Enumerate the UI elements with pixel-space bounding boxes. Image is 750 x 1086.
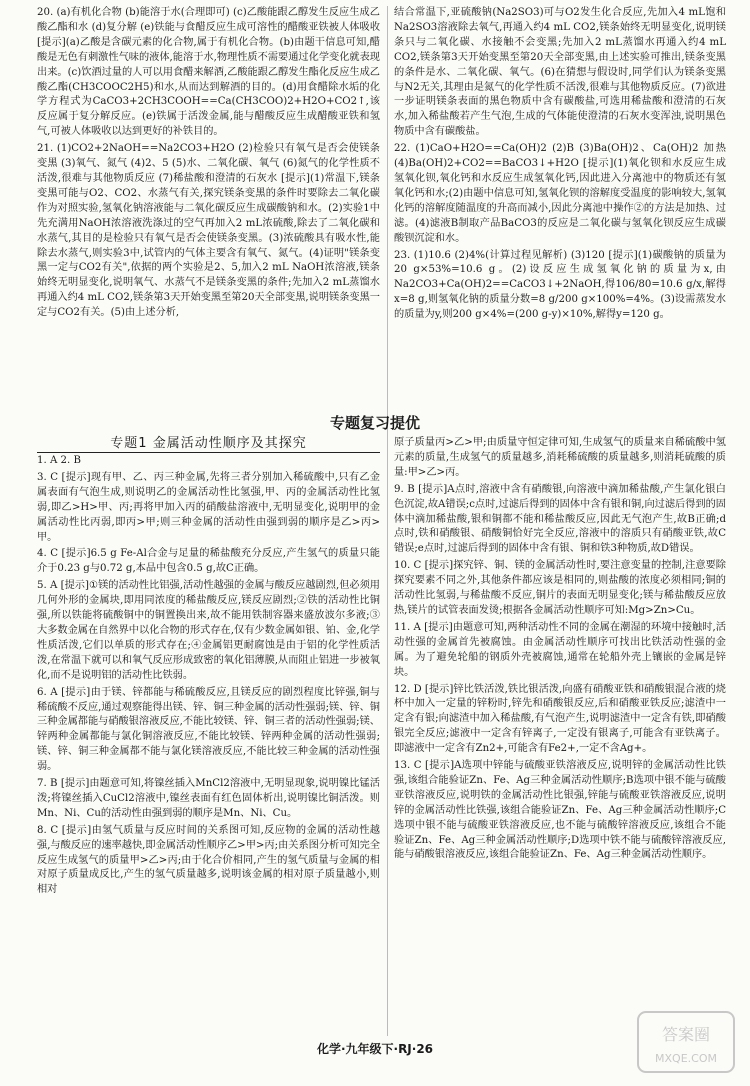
answer-4: 4. C [提示]6.5 g Fe-Al合金与足量的稀盐酸充分反应,产生氢气的质量只能介于0.23 g与0.72 g,本品中包含0.5 g,故C正确。 <box>37 548 380 575</box>
answer-12: 12. D [提示]锌比铁活泼,铁比银活泼,向盛有硝酸亚铁和硝酸银混合液的烧杯中加入一定量的锌粉时,锌先和硝酸银反应,后和硝酸亚铁反应;滤渣中一定含有银;向滤渣中加入稀盐酸,有气泡产生,说明滤渣中一定含有铁,即硝酸银完全反应;滤液中一定含有锌离子,一定没有银离子,可能含有亚铁离子。即滤液中一定含有Zn2+,可能含有Fe2+,一定不含Ag+。 <box>394 683 726 755</box>
answer-21-cont: 结合常温下,亚硫酸钠(Na2SO3)可与O2发生化合反应,先加入4 mL饱和Na2SO3溶液除去氧气,再通入约4 mL CO2,镁条始终无明显变化,说明镁条只与二氧化碳、水接触不会变黑;先加入2 mL蒸馏水再通入约4 mL CO2,镁条第3天开始变黑至第20天全部变黑,由上述实验可推出,镁条变黑的条件是水、二氧化碳、氧气。(6)在猜想与假设时,同学们认为镁条变黑与N2无关,其理由是氮气的化学性质不活泼,很难与其他物质反应。(7)欲进一步证明镁条表面的黑色物质中含有碳酸盐,可选用稀盐酸和澄清的石灰水,加入稀盐酸若产生气泡,生成的气体能使澄清的石灰水变浑浊,说明黑色物质中含有碳酸盐。 <box>394 7 726 138</box>
answer-8-cont: 原子质量丙>乙>甲;由质量守恒定律可知,生成氢气的质量来自稀硫酸中氢元素的质量,生成氢气的质量越多,消耗稀硫酸的质量越多,则消耗硫酸的质量:甲>乙>丙。 <box>394 437 726 478</box>
answer-22: 22. (1)CaO+H2O==Ca(OH)2 (2)B (3)Ba(OH)2、Ca(OH)2 加热 (4)Ba(OH)2+CO2==BaCO3↓+H2O [提示](1)氧化钡和水反应生成氢氧化钡,氧化钙和水反应生成氢氧化钙,因此进入分离池中的物质还有氢氧化钙和水;(2)由题中信息可知,氢氧化钡的溶解度受温度的影响较大,氢氧化钙的溶解度随温度的升高而减小,因此分离池中操作②的方法是加热、过滤。(4)滤液B制取产品BaCO3的反应是二氧化碳与氢氧化钡反应生成碳酸钡沉淀和水。 <box>394 143 726 244</box>
answers-top-right <box>394 6 726 325</box>
answer-9: 9. B [提示]A点时,溶液中含有硝酸银,向溶液中滴加稀盐酸,产生氯化银白色沉淀,故A错误;c点时,过滤后得到的固体中含有银和铜,向过滤后得到的固体中滴加稀盐酸,银和铜都不能和稀盐酸反应,因此无气泡产生,故B正确;d点时,铁和硝酸银、硝酸铜恰好完全反应,溶液中的溶质只有硝酸亚铁,故C错误;e点时,过滤后得到的固体中含有银、铜和铁3种物质,故D错误。 <box>394 483 726 555</box>
answer-21: 21. (1)CO2+2NaOH==Na2CO3+H2O (2)检验只有氧气是否会使镁条变黑 (3)氧气、氮气 (4)2、5 (5)水、二氧化碳、氧气 (6)氮气的化学性质不活泼,很难与其他物质反应 (7)稀盐酸和澄清的石灰水 [提示](1)常温下,镁条变黑可能与O2、CO2、水蒸气有关,探究镁条变黑的条件时要除去二氧化碳作为对照实验,氢氧化钠溶液能与二氧化碳反应生成碳酸钠和水。(2)实验1中先充满用NaOH浓溶液洗涤过的空气再加入2 mL浓硫酸,除去了二氧化碳和水蒸气,其目的是检验只有氧气是否会使镁条变黑。(3)浓硫酸具有吸水性,能除去水蒸气,则实验3中,试管内的气体主要含有氧气、氮气。(4)证明"镁条变黑一定与CO2有关",依据的两个实验是2、5,加入2 mL NaOH浓溶液,镁条始终无明显变化,说明氧气、水蒸气不是镁条变黑的条件;先加入2 mL蒸馏水再通入约4 mL CO2,镁条第3天开始变黑至第20天全部变黑,说明镁条变黑一定与CO2有关。(5)由上述分析, <box>37 143 380 319</box>
column-divider <box>387 6 388 1036</box>
answer-6: 6. A [提示]由于镁、锌都能与稀硫酸反应,且镁反应的剧烈程度比锌强,铜与稀硫酸不反应,通过观察能得出镁、锌、铜三种金属的活动性强弱;镁、锌、铜三种金属都能与硝酸银溶液反应,不能比较镁、锌、铜三者的活动性强弱;镁、锌两种金属都能与氯化铜溶液反应,不能比较镁、锌两种金属的活动性强弱;镁、锌、铜三种金属都不能与氯化镁溶液反应,不能比较三种金属的活动性强弱。 <box>37 686 380 773</box>
svg-text:答案圈: 答案圈 <box>661 1025 711 1044</box>
watermark-logo <box>636 1010 736 1074</box>
answer-8: 8. C [提示]由氢气质量与反应时间的关系图可知,反应物的金属的活动性越强,与酸反应的速率越快,即金属活动性顺序乙>甲>丙;由关系图分析可知完全反应生成氢气的质量甲>乙>丙;由于化合价相同,产生的氢气质量与金属的相对原子质量成反比,产生的氢气质量越多,说明该金属的相对原子质量越小,则相对 <box>37 824 380 896</box>
topic-title: 专题1 金属活动性顺序及其探究 <box>110 436 307 451</box>
answer-5: 5. A [提示]①镁的活动性比铝强,活动性越强的金属与酸反应越剧烈,但必须用几何外形的金属块,即用同浓度的稀盐酸反应,镁反应剧烈;②铁的活动性比铜强,所以铁能将硫酸铜中的铜置换出来,故不能用铁制容器来盛放波尔多液;③大多数金属在自然界中以化合物的形式存在,仅有少数金属如银、铂、金,化学性质活泼,它们以单质的形式存在;④金属铝更耐腐蚀是由于铝的化学性质活泼,在常温下就可以和氧气反应形成致密的氧化铝薄膜,从而阻止铝进一步被氧化,而不是说明铝的活动性比铁弱。 <box>37 580 380 681</box>
answer-7: 7. B [提示]由题意可知,将镍丝插入MnCl2溶液中,无明显现象,说明镍比锰活泼;将镍丝插入CuCl2溶液中,镍丝表面有红色固体析出,说明镍比铜活泼。则Mn、Ni、Cu的活动性由强到弱的顺序是Mn、Ni、Cu。 <box>37 778 380 819</box>
svg-text:MXQE.COM: MXQE.COM <box>655 1052 717 1065</box>
answer-1-2: 1. A 2. B <box>37 455 81 466</box>
topic-rule <box>37 452 380 453</box>
section-title: 专题复习提优 <box>329 414 420 432</box>
page-footer: 化学·九年级下·RJ·26 <box>316 1042 434 1056</box>
answers-top-left <box>37 6 380 323</box>
answers-bottom-right <box>394 436 726 865</box>
answer-10: 10. C [提示]探究锌、铜、镁的金属活动性时,要注意变量的控制,注意要除探究要素不同之外,其他条件都应该是相同的,则盐酸的浓度必须相同;铜的活动性比氢弱,与稀盐酸不反应,铜片的表面无明显变化;镁与稀盐酸反应放热,镁片的试管表面发烫;根据各金属活动性顺序可知:Mg>Zn>Cu。 <box>394 560 726 616</box>
answers-bottom-left <box>37 454 380 900</box>
answer-13: 13. C [提示]A选项中锌能与硫酸亚铁溶液反应,说明锌的金属活动性比铁强,该组合能验证Zn、Fe、Ag三种金属活动性顺序;B选项中银不能与硫酸亚铁溶液反应,说明铁的金属活动性比银强,锌能与硫酸亚铁溶液反应,说明锌的金属活动性比铁强,该组合能验证Zn、Fe、Ag三种金属活动性顺序;C选项中银不能与硫酸亚铁溶液反应,也不能与硫酸锌溶液反应,该组合不能验证Zn、Fe、Ag三种金属活动性顺序;D选项中铁不能与硫酸锌溶液反应,能与硝酸银溶液反应,该组合能验证Zn、Fe、Ag三种金属活动性顺序。 <box>394 760 726 861</box>
answer-11: 11. A [提示]由题意可知,两种活动性不同的金属在潮湿的环境中接触时,活动性强的金属首先被腐蚀。由金属活动性顺序可找出比铁活动性强的金属。为了避免轮船的钢质外壳被腐蚀,通常在轮船外壳上镶嵌的金属是锌块。 <box>394 621 726 678</box>
answer-3: 3. C [提示]现有甲、乙、丙三种金属,先将三者分别加入稀硫酸中,只有乙金属表面有气泡生成,则说明乙的金属活动性比氢强,甲、丙的金属活动性比氢弱,即乙>H>甲、丙;再将甲加入丙的硝酸盐溶液中,无明显变化,说明甲的金属活动性比丙弱,即丙>甲;则三种金属的活动性由强到弱的顺序是乙>丙>甲。 <box>37 471 380 543</box>
answer-23: 23. (1)10.6 (2)4%(计算过程见解析) (3)120 [提示](1)碳酸钠的质量为20 g×53%=10.6 g。(2)设反应生成氢氧化钠的质量为x,由Na2CO3+Ca(OH)2==CaCO3↓+2NaOH,得106/80=10.6 g/x,解得x=8 g,则氢氧化钠的质量分数=8 g/200 g×100%=4%。(3)设需蒸发水的质量为y,则200 g×4%=(200 g-y)×10%,解得y=120 g。 <box>394 249 726 321</box>
answer-20: 20. (a)有机化合物 (b)能溶于水(合理即可) (c)乙酸能跟乙醇发生反应生成乙酸乙酯和水 (d)复分解 (e)铁能与食醋反应生成可溶性的醋酸亚铁被人体吸收 [提示](a)乙酸是含碳元素的化合物,属于有机化合物。(b)由题干信息可知,醋酸是无色有刺激性气味的液体,能溶于水,物理性质不需要通过化学变化就表现出来。(c)饮酒过量的人可以用食醋来解酒,乙酸能跟乙醇发生酯化反应生成乙酸乙酯(CH3COOC2H5)和水,从而达到解酒的目的。(d)用食醋除水垢的化学方程式为CaCO3+2CH3COOH==Ca(CH3COO)2+H2O+CO2↑,该反应属于复分解反应。(e)铁属于活泼金属,能与醋酸反应生成醋酸亚铁和氢气,可被人体吸收以达到更好的补铁目的。 <box>37 7 380 138</box>
